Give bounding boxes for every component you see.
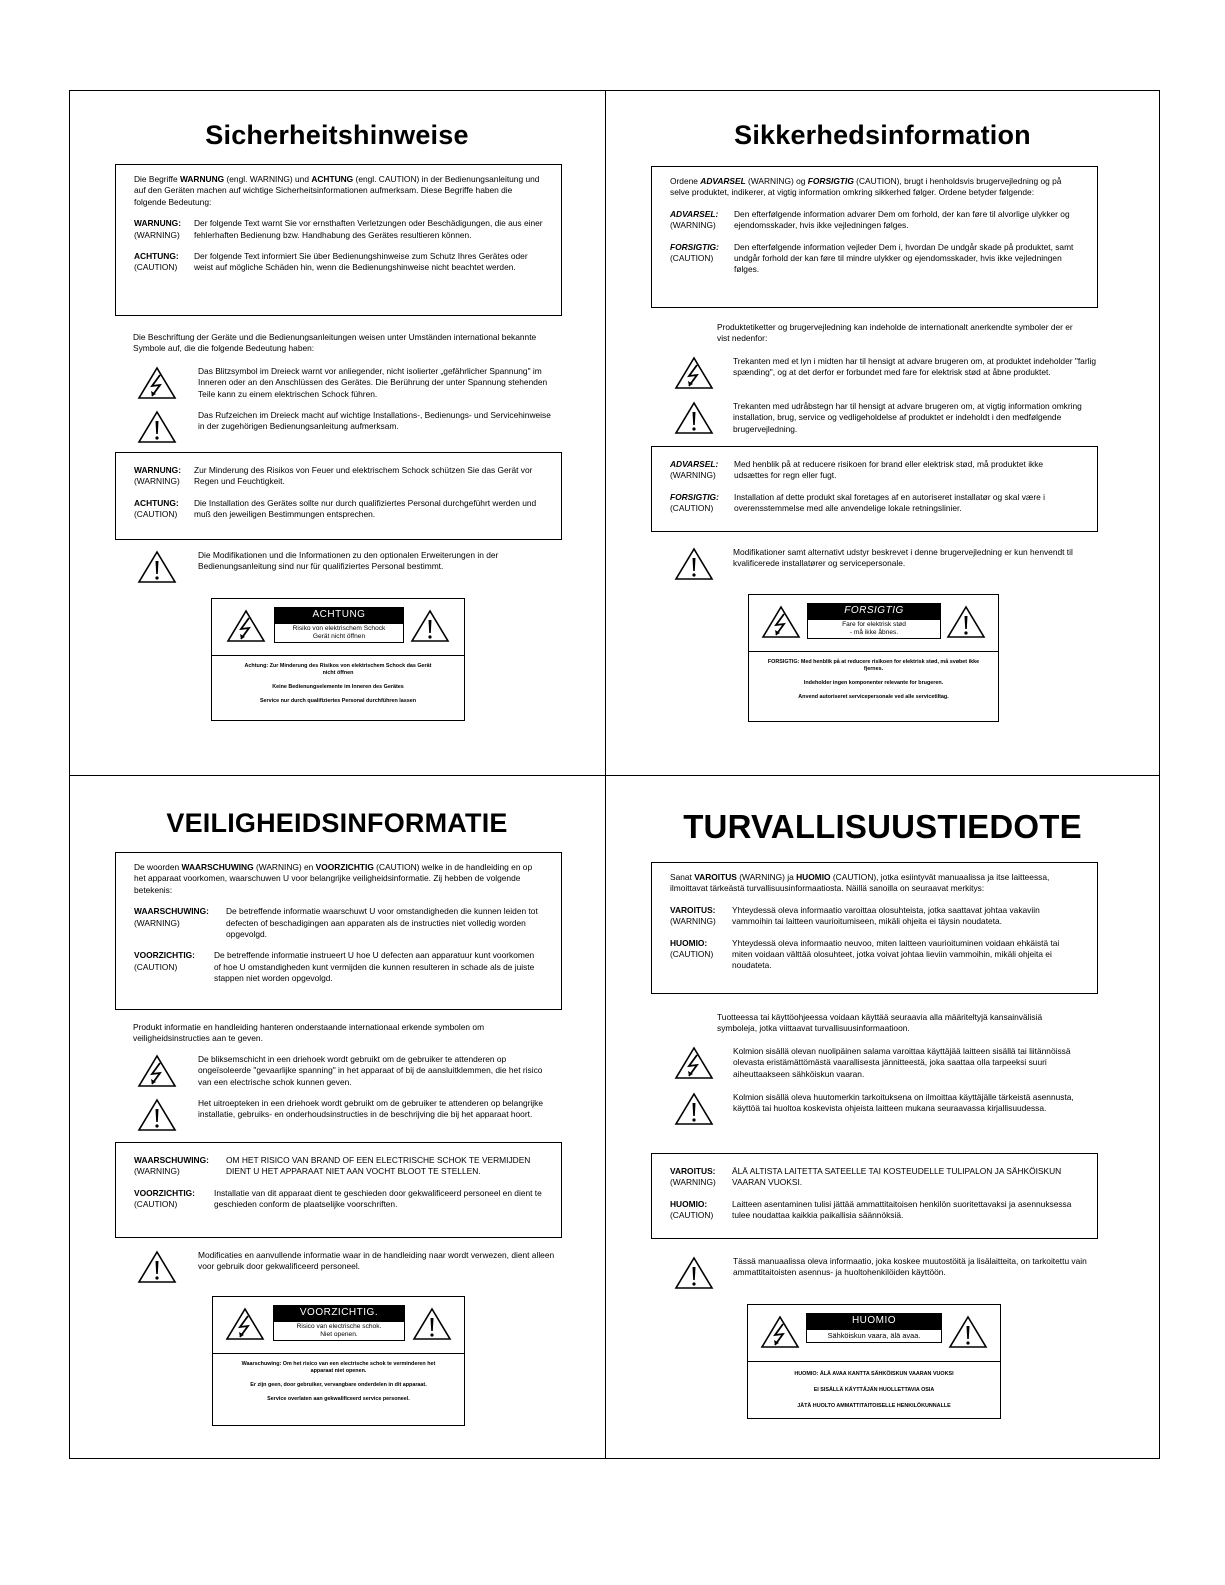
caution-label <box>747 1304 1001 1419</box>
lightning-symbol-row <box>137 1054 557 1088</box>
exclamation-triangle-icon <box>137 1250 177 1284</box>
caution-label <box>212 1296 465 1426</box>
label-header: FORSIGTIG <box>807 603 941 619</box>
exclamation-triangle-icon <box>410 609 450 643</box>
signal-words-intro: Sanat VAROITUS (WARNING) ja HUOMIO (CAUTION), jotka esiintyvät manuaalissa ja itse laitteessa, ilmoittavat tärkeästä turvallisuusinformaatiosta. Näillä sanoilla on seuraavat merkitys: <box>670 872 1050 894</box>
lightning-triangle-icon <box>760 1315 800 1349</box>
caution-definition: VOORZICHTIG: (CAUTION) Installatie van dit apparaat dient te geschieden door gekwalificeerd personeel en dient te geschieden conform de plaatselijke voorschriften. <box>134 1187 542 1210</box>
exclamation-triangle-icon <box>137 550 177 584</box>
lightning-triangle-icon <box>137 366 177 400</box>
warning-definition: WAARSCHUWING: (WARNING) De betreffende informatie waarschuwt U voor omstandigheden die kunnen leiden tot defecten of beschadigingen aan apparaten als de instructies niet volledig worden opgevolgd. <box>134 906 538 940</box>
label-lines: HUOMIO: ÄLÄ AVAA KANTTA SÄHKÖISKUN VAARAN VUOKSI EI SISÄLLÄ KÄYTTÄJÄN HUOLLETTAVIA OSIA JÄTÄ HUOLTO AMMATTITAITOISELLE HENKILÖKUNNALLE <box>794 1371 954 1409</box>
warning-definition: VAROITUS: (WARNING) Yhteydessä oleva informaatio varoittaa olosuhteista, jotka saattavat johtaa vakaviin vammoihin tai laitteen vaurioitumiseen, mikäli ohjeita ei täysin noudateta. <box>670 904 1040 927</box>
signal-words-intro: De woorden WAARSCHUWING (WARNING) en VOORZICHTIG (CAUTION) welke in de handleiding en op het apparaat voorkomen, waarschuwen U voor belangrijke veiligheidsinformatie. Zij hebben de volgende betekenis: <box>134 862 533 895</box>
label-lines: Waarschuwing: Om het risico van een electrische schok te verminderen het apparaat niet openen. Er zijn geen, door gebruiker, vervangbare onderdelen in dit apparaat. Service overlaten aan gekwalificeerd service personeel. <box>241 1361 436 1402</box>
caution-definition: FORSIGTIG: (CAUTION) Installation af dette produkt skal foretages af en autoriseret installatør og skal være i overensstemmelse med alle anvendelige lokale retningslinier. <box>670 491 1045 514</box>
modification-note-text: Tässä manuaalissa oleva informaatio, joka koskee muutostöitä ja lisälaitteita, on tarkoitettu vain ammattitaitoisten asennus- ja huoltohenkilöiden käyttöön. <box>733 1256 1087 1278</box>
exclamation-symbol-text: Het uitroepteken in een driehoek wordt gebruikt om de gebruiker te attenderen op belangrijke installatie, gebruiks- en onderhoudsinstructies in de beschrijving die bij het apparaat hoort. <box>198 1098 543 1120</box>
exclamation-symbol-row <box>674 401 1099 435</box>
panel-title: Sikkerhedsinformation <box>734 120 1031 150</box>
signal-words-box <box>651 862 1098 994</box>
label-subtext: Sähköiskun vaara, älä avaa. <box>806 1329 942 1343</box>
label-lines: Achtung: Zur Minderung des Risikos von elektrischem Schock das Gerät nicht öffnen Keine Bedienungselemente im Inneren des Gerätes Service nur durch qualifiziertes Personal durchführen lassen <box>244 663 432 704</box>
lightning-symbol-text: Trekanten med et lyn i midten har til hensigt at advare brugeren om, at produktet indeholder "farlig spænding", og at det derfor er forbundet med fare for elektrisk stød at åbne produktet. <box>733 356 1096 378</box>
label-header: HUOMIO <box>806 1313 942 1329</box>
horizontal-divider <box>69 775 1160 776</box>
exclamation-triangle-icon <box>674 547 714 581</box>
panel-title: VEILIGHEIDSINFORMATIE <box>166 808 508 838</box>
exclamation-symbol-row <box>137 410 552 444</box>
exclamation-triangle-icon <box>137 410 177 444</box>
modification-note-text: Modificaties en aanvullende informatie waar in de handleiding naar wordt verwezen, dient alleen voor gebruik door gekwalificeerd personeel. <box>198 1250 555 1272</box>
lightning-symbol-row <box>674 356 1099 390</box>
signal-words-box <box>115 852 562 1010</box>
warning-box <box>115 452 562 540</box>
panel-title: Sicherheitshinweise <box>205 120 469 150</box>
modification-note-row <box>674 547 1099 581</box>
caution-definition: ACHTUNG: (CAUTION) Der folgende Text informiert Sie über Bedienungshinweise zum Schutz Ihres Gerätes oder weist auf mögliche Schäden hin, wenn die Bedienungshinweise nicht beachtet werden. <box>134 251 528 273</box>
caution-definition: HUOMIO: (CAUTION) Yhteydessä oleva informaatio neuvoo, miten laitteen vaurioituminen voidaan ehkäistä tai miten voidaan välttää olosuhteet, jotka voivat johtaa lieviin vammoihin, mikäli ohjeita ei noudateta. <box>670 937 1060 971</box>
warning-definition: ADVARSEL: (WARNING) Den efterfølgende information advarer Dem om forhold, der kan føre til alvorlige ulykker og ejendomsskader, hvis ikke vejledningen følges. <box>670 208 1070 231</box>
symbols-intro: Produktetiketter og brugervejledning kan indeholde de internationalt anerkendte symboler der er vist nedenfor: <box>717 322 1073 344</box>
exclamation-symbol-text: Kolmion sisällä oleva huutomerkin tarkoituksena on ilmoittaa käyttäjälle tärkeistä asennusta, käyttöä tai huoltoa koskevista ohjeista laitteen mukana seuraavassa kirjallisuudessa. <box>733 1092 1074 1114</box>
signal-words-intro: Ordene ADVARSEL (WARNING) og FORSIGTIG (CAUTION), brugt i henholdsvis brugervejledning og på selve produktet, indikerer, at vigtig information omkring sikkerhed følger. Ordene betyder følgende: <box>670 176 1062 198</box>
caution-label <box>211 598 465 721</box>
lightning-triangle-icon <box>674 1046 714 1080</box>
symbols-intro: Die Beschriftung der Geräte und die Bedienungsanleitungen weisen unter Umständen international bekannte Symbole auf, die die folgende Bedeutung haben: <box>133 332 537 354</box>
label-subtext: Risico van electrische schok. Niet openen. <box>273 1321 405 1341</box>
lightning-triangle-icon <box>137 1054 177 1088</box>
warning-definition: VAROITUS: (WARNING) ÄLÄ ALTISTA LAITETTA SATEELLE TAI KOSTEUDELLE TULIPALON JA SÄHKÖISKUN VAARAN VUOKSI. <box>670 1166 1062 1188</box>
symbols-intro: Tuotteessa tai käyttöohjeessa voidaan käyttää seuraavia alla määriteltyjä kansainvälisiä symboleja, jotka viittaavat turvallisuusinformaatioon. <box>717 1012 1043 1034</box>
exclamation-symbol-text: Trekanten med udråbstegn har til hensigt at advare brugeren om, at vigtig information omkring installation, brug, service og vedligeholdelse af produktet er indeholdt i den medfølgende brugervejledning. <box>733 401 1082 434</box>
exclamation-triangle-icon <box>137 1098 177 1132</box>
modification-note-text: Die Modifikationen und die Informationen zu den optionalen Erweiterungen in der Bedienungsanleitung sind nur für qualifiziertes Personal bestimmt. <box>198 550 499 572</box>
signal-words-intro: Die Begriffe WARNUNG (engl. WARNING) und ACHTUNG (engl. CAUTION) in der Bedienungsanleitung und auf den Geräten machen auf wichtige Sicherheitsinformationen aufmerksam. Diese Begriffe haben die folgende Bedeutung: <box>134 174 540 207</box>
lightning-symbol-text: Kolmion sisällä olevan nuolipäinen salama varoittaa käyttäjää laitteen sisällä tai liitännöissä olevasta eristämättömästä vaarallisesta jännitteestä, joka saattaa olla tarpeeksi suuri aiheuttaakseen sähköiskun vaaran. <box>733 1046 1071 1079</box>
caution-definition: FORSIGTIG: (CAUTION) Den efterfølgende information vejleder Dem i, hvordan De undgår skade på produktet, samt undgår forhold der kan føre til mindre ulykker og ejendomsskader, hvis ikke vejledningen følges. <box>670 241 1074 275</box>
caution-definition: HUOMIO: (CAUTION) Laitteen asentaminen tulisi jättää ammattitaitoisen henkilön suoritettavaksi ja asennuksessa tulee noudattaa kaikkia paikallisia säännöksiä. <box>670 1198 1072 1221</box>
exclamation-triangle-icon <box>674 401 714 435</box>
lightning-symbol-text: Das Blitzsymbol im Dreieck warnt vor anliegender, nicht isolierter „gefährlicher Spannung" im Inneren oder an den Anschlüssen des Gerätes. Die Berührung der unter Spannung stehenden Teile kann zu einem elektrischen Schock führen. <box>198 366 548 399</box>
exclamation-triangle-icon <box>946 605 986 639</box>
panel-title: TURVALLISUUSTIEDOTE <box>683 808 1082 845</box>
lightning-symbol-text: De bliksemschicht in een driehoek wordt gebruikt om de gebruiker te attenderen op ongeïsoleerde "gevaarlijke spanning" in het apparaat of bij de aansluitklemmen, die het risico van een electrische schok kunnen geven. <box>198 1054 543 1087</box>
exclamation-triangle-icon <box>674 1256 714 1290</box>
warning-definition: WAARSCHUWING: (WARNING) OM HET RISICO VAN BRAND OF EEN ELECTRISCHE SCHOK TE VERMIJDEN DIENT U HET APPARAAT NIET AAN VOCHT BLOOT TE STELLEN. <box>134 1155 531 1177</box>
lightning-symbol-row <box>137 366 552 400</box>
signal-words-box <box>651 166 1098 308</box>
lightning-symbol-row <box>674 1046 1099 1080</box>
lightning-triangle-icon <box>226 609 266 643</box>
warning-box <box>651 446 1098 532</box>
warning-box <box>115 1142 562 1238</box>
label-header: VOORZICHTIG. <box>273 1305 405 1321</box>
warning-definition: ADVARSEL: (WARNING) Med henblik på at reducere risikoen for brand eller elektrisk stød, må produktet ikke udsættes for regn eller fugt. <box>670 459 1044 481</box>
caution-definition: ACHTUNG: (CAUTION) Die Installation des Gerätes sollte nur durch qualifiziertes Personal durchgeführt werden und muß den jeweiligen Bestimmungen entsprechen. <box>134 497 537 520</box>
symbols-intro: Produkt informatie en handleiding hanteren onderstaande internationaal erkende symbolen om veiligheidsinstructies aan te geven. <box>133 1022 485 1044</box>
modification-note-row <box>137 550 552 584</box>
caution-definition: VOORZICHTIG: (CAUTION) De betreffende informatie instrueert U hoe U defecten aan apparatuur kunt voorkomen of hoe U omstandigheden kunt vermijden die kunnen resulteren in schade als de juiste stappen niet worden opgevolgd. <box>134 950 535 984</box>
exclamation-triangle-icon <box>674 1092 714 1126</box>
warning-definition: WARNUNG: (WARNING) Zur Minderung des Risikos von Feuer und elektrischem Schock schützen Sie das Gerät vor Regen und Feuchtigkeit. <box>134 465 533 487</box>
warning-box <box>651 1153 1098 1239</box>
lightning-triangle-icon <box>225 1307 265 1341</box>
label-subtext: Risiko von elektrischem Schock Gerät nicht öffnen <box>274 623 404 643</box>
modification-note-row <box>674 1256 1099 1290</box>
lightning-triangle-icon <box>674 356 714 390</box>
exclamation-symbol-text: Das Rufzeichen im Dreieck macht auf wichtige Installations-, Bedienungs- und Servicehinweise in der zugehörigen Bedienungsanleitung aufmerksam. <box>198 410 551 432</box>
exclamation-symbol-row <box>674 1092 1099 1126</box>
warning-definition: WARNUNG: (WARNING) Der folgende Text warnt Sie vor ernsthaften Verletzungen oder Beschädigungen, die aus einer fehlerhaften Bedienung bzw. Handhabung des Gerätes resultieren können. <box>134 218 543 240</box>
lightning-triangle-icon <box>761 605 801 639</box>
label-subtext: Fare for elektrisk stød - må ikke åbnes. <box>807 619 941 639</box>
caution-label <box>748 594 999 722</box>
exclamation-triangle-icon <box>412 1307 452 1341</box>
exclamation-symbol-row <box>137 1098 557 1132</box>
modification-note-text: Modifikationer samt alternativt udstyr beskrevet i denne brugervejledning er kun henvendt til kvalificerede installatører og servicepersonale. <box>733 547 1073 569</box>
modification-note-row <box>137 1250 557 1284</box>
exclamation-triangle-icon <box>948 1315 988 1349</box>
label-header: ACHTUNG <box>274 607 404 623</box>
signal-words-box <box>115 164 562 316</box>
label-lines: FORSIGTIG: Med henblik på at reducere risikoen for elektrisk stød, må svøbet ikke fjernes. Indeholder ingen komponenter relevante for brugeren. Anvend autoriseret servicepersonale ved alle servicetiltag. <box>767 659 980 700</box>
